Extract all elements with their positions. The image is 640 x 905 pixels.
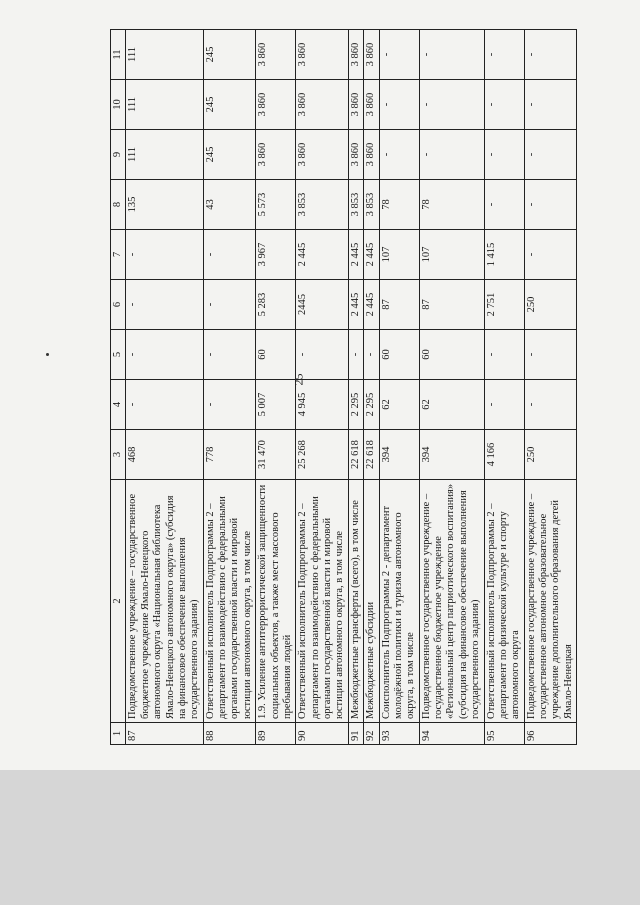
row-number: 93: [379, 723, 419, 745]
cell-value: -: [203, 330, 256, 380]
budget-table: [110, 29, 577, 745]
cell-value: 3 860: [296, 30, 349, 80]
cell-value: 22 618: [364, 430, 379, 480]
cell-value: 3 860: [364, 30, 379, 80]
cell-value: 78: [419, 180, 484, 230]
cell-value: 78: [379, 180, 419, 230]
cell-value: 87: [379, 280, 419, 330]
table-row: [364, 30, 379, 745]
row-number: 95: [484, 723, 524, 745]
cell-value: 250: [524, 280, 577, 330]
cell-value: 111: [126, 80, 203, 130]
cell-value: 111: [126, 130, 203, 180]
row-name: 1.9. Усиление антитеррористической защищенности социальных объектов, а также мест массового пребывания людей: [256, 480, 296, 723]
header-cell: 8: [111, 180, 126, 230]
row-number: 87: [126, 723, 203, 745]
cell-value: 2 751: [484, 280, 524, 330]
cell-value: 394: [379, 430, 419, 480]
header-cell: 2: [111, 480, 126, 723]
cell-value: 2 445: [364, 280, 379, 330]
cell-value: 245: [203, 80, 256, 130]
cell-value: 2 445: [364, 230, 379, 280]
cell-value: 60: [419, 330, 484, 380]
cell-value: 245: [203, 130, 256, 180]
row-number: 89: [256, 723, 296, 745]
cell-value: 5 007: [256, 380, 296, 430]
row-name: Подведомственное учреждение – государственное бюджетное учреждение Ямало-Ненецкого автономного округа «Национальная библиотека Ямало-Ненецкого автономного округа» (субсидия на финансовое обеспечение выполнения государственного задания): [126, 480, 203, 723]
cell-value: 31 470: [256, 430, 296, 480]
cell-value: -: [484, 330, 524, 380]
cell-value: 60: [379, 330, 419, 380]
cell-value: 3 967: [256, 230, 296, 280]
header-cell: 4: [111, 380, 126, 430]
cell-value: -: [203, 280, 256, 330]
cell-value: 107: [379, 230, 419, 280]
header-cell: 9: [111, 130, 126, 180]
row-name: Ответственный исполнитель Подпрограммы 2 – департамент по физической культуре и спорту автономного округа: [484, 480, 524, 723]
cell-value: 3 860: [256, 80, 296, 130]
cell-value: 4 945: [296, 380, 349, 430]
row-number: 92: [364, 723, 379, 745]
cell-value: 3 860: [256, 130, 296, 180]
table-row: [524, 30, 577, 745]
cell-value: 468: [126, 430, 203, 480]
cell-value: -: [484, 380, 524, 430]
cell-value: 3 853: [296, 180, 349, 230]
table-row: [348, 30, 363, 745]
cell-value: 107: [419, 230, 484, 280]
row-name: Соисполнитель Подпрограммы 2 - департамент молодёжной политики и туризма автономного округа, в том числе: [379, 480, 419, 723]
cell-value: 250: [524, 430, 577, 480]
cell-value: 111: [126, 30, 203, 80]
cell-value: -: [379, 30, 419, 80]
cell-value: 3 853: [348, 180, 363, 230]
cell-value: 394: [419, 430, 484, 480]
header-cell: 3: [111, 430, 126, 480]
cell-value: -: [524, 330, 577, 380]
row-name: Подведомственное государственное учреждение – государственное автономное образовательное учреждение дополнительного образования детей Ямало-Ненецкая: [524, 480, 577, 723]
header-cell: 11: [111, 30, 126, 80]
cell-value: -: [484, 180, 524, 230]
row-name: Ответственный исполнитель Подпрограммы 2 – департамент по взаимодействию с федеральными органами государственной власти и мировой юстиции автономного округа, в том числе: [203, 480, 256, 723]
cell-value: -: [484, 130, 524, 180]
cell-value: -: [379, 80, 419, 130]
table-row: [256, 30, 296, 745]
cell-value: -: [203, 380, 256, 430]
cell-value: 2 445: [348, 230, 363, 280]
cell-value: -: [524, 380, 577, 430]
cell-value: -: [126, 330, 203, 380]
row-name: Подведомственное государственное учреждение – государственное бюджетное учреждение «Региональный центр патриотического воспитания» (субсидия на финансовое обеспечение выполнения государственного задания): [419, 480, 484, 723]
cell-value: -: [348, 330, 363, 380]
cell-value: 60: [256, 330, 296, 380]
header-cell: 1: [111, 723, 126, 745]
cell-value: 2445: [296, 280, 349, 330]
cell-value: -: [379, 130, 419, 180]
cell-value: -: [203, 230, 256, 280]
cell-value: 3 860: [364, 80, 379, 130]
cell-value: 2 445: [348, 280, 363, 330]
row-number: 96: [524, 723, 577, 745]
cell-value: -: [296, 330, 349, 380]
cell-value: 3 860: [296, 130, 349, 180]
cell-value: 135: [126, 180, 203, 230]
header-cell: 6: [111, 280, 126, 330]
header-cell: 5: [111, 330, 126, 380]
cell-value: 1 415: [484, 230, 524, 280]
cell-value: 22 618: [348, 430, 363, 480]
cell-value: 5 573: [256, 180, 296, 230]
scanner-background: [0, 770, 640, 905]
cell-value: -: [126, 280, 203, 330]
cell-value: 3 860: [256, 30, 296, 80]
cell-value: -: [524, 230, 577, 280]
rotated-table-wrapper: [110, 30, 574, 745]
cell-value: -: [364, 330, 379, 380]
cell-value: 3 860: [364, 130, 379, 180]
row-name: Межбюджетные трансферты (всего), в том числе: [348, 480, 363, 723]
cell-value: 3 860: [348, 30, 363, 80]
cell-value: -: [524, 130, 577, 180]
cell-value: 3 860: [296, 80, 349, 130]
cell-value: 3 860: [348, 80, 363, 130]
cell-value: -: [419, 130, 484, 180]
cell-value: -: [419, 30, 484, 80]
cell-value: -: [524, 30, 577, 80]
cell-value: 87: [419, 280, 484, 330]
header-cell: 10: [111, 80, 126, 130]
scan-speck: [46, 353, 49, 356]
row-number: 90: [296, 723, 349, 745]
cell-value: 3 853: [364, 180, 379, 230]
cell-value: 3 860: [348, 130, 363, 180]
header-row: [111, 30, 126, 745]
header-cell: 7: [111, 230, 126, 280]
table-row: [419, 30, 484, 745]
cell-value: -: [524, 180, 577, 230]
cell-value: -: [126, 380, 203, 430]
cell-value: 4 166: [484, 430, 524, 480]
cell-value: -: [524, 80, 577, 130]
cell-value: 2 295: [348, 380, 363, 430]
cell-value: -: [484, 80, 524, 130]
cell-value: 2 295: [364, 380, 379, 430]
cell-value: 25 268: [296, 430, 349, 480]
row-number: 91: [348, 723, 363, 745]
row-name: Ответственный исполнитель Подпрограммы 2 – департамент по взаимодействию с федеральными органами государственной власти и мировой юстиции автономного округа, в том числе: [296, 480, 349, 723]
table-row: [484, 30, 524, 745]
table-row: [379, 30, 419, 745]
cell-value: -: [484, 30, 524, 80]
cell-value: 43: [203, 180, 256, 230]
page-number: 25: [291, 373, 306, 386]
cell-value: 62: [419, 380, 484, 430]
cell-value: 5 283: [256, 280, 296, 330]
cell-value: 778: [203, 430, 256, 480]
cell-value: 62: [379, 380, 419, 430]
row-name: Межбюджетные субсидии: [364, 480, 379, 723]
cell-value: 2 445: [296, 230, 349, 280]
cell-value: -: [419, 80, 484, 130]
row-number: 94: [419, 723, 484, 745]
table-row: [203, 30, 256, 745]
table-row: [296, 30, 349, 745]
table-row: [126, 30, 203, 745]
cell-value: 245: [203, 30, 256, 80]
row-number: 88: [203, 723, 256, 745]
cell-value: -: [126, 230, 203, 280]
